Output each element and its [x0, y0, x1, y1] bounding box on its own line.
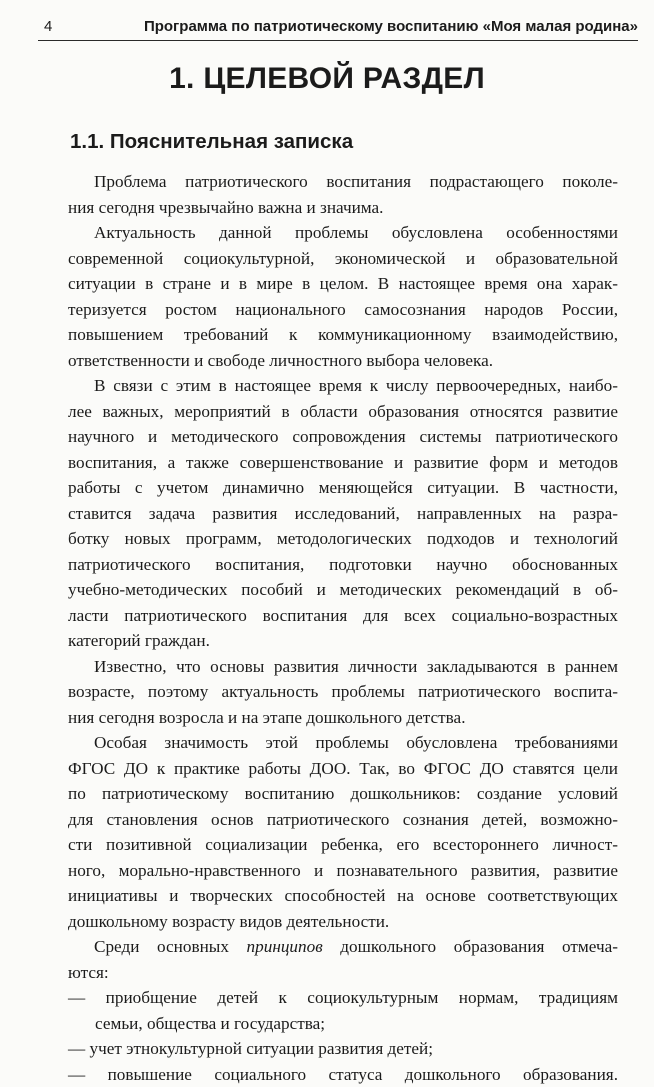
text-line: по патриотическому воспитанию дошкольников: создание условий [68, 781, 618, 807]
text-line: ласти патриотического воспитания для всех социально-возрастных [68, 603, 618, 629]
text-line: теризуется ростом национального самосознания народов России, [68, 297, 618, 323]
text-line: ного, морально-нравственного и познавательного развития, развитие [68, 858, 618, 884]
text-line: патриотического воспитания, подготовки научно обоснованных [68, 552, 618, 578]
text-line: ситуации в стране и в мире в целом. В настоящее время она харак- [68, 271, 618, 297]
section-title: 1.1. Пояснительная записка [70, 130, 353, 154]
text-line: современной социокультурной, экономической и образовательной [68, 246, 618, 272]
text-line: ются: [68, 960, 618, 986]
text-line: ФГОС ДО к практике работы ДОО. Так, во ФГОС ДО ставятся цели [68, 756, 618, 782]
text-line: дошкольному возрасту видов деятельности. [68, 909, 618, 935]
text-line: повышением требований к коммуникационному взаимодействию, [68, 322, 618, 348]
running-title: Программа по патриотическому воспитанию «Моя малая родина» [144, 18, 638, 35]
text-line: Известно, что основы развития личности закладываются в раннем [68, 654, 618, 680]
text-line: Особая значимость этой проблемы обусловлена требованиями [68, 730, 618, 756]
text-line: категорий граждан. [68, 628, 618, 654]
body-text [68, 169, 618, 1087]
chapter-title: 1. ЦЕЛЕВОЙ РАЗДЕЛ [0, 62, 654, 96]
text-line: ставится задача развития исследований, направленных на разра- [68, 501, 618, 527]
text-line: Актуальность данной проблемы обусловлена особенностями [68, 220, 618, 246]
text-line: Проблема патриотического воспитания подрастающего поколе- [68, 169, 618, 195]
text-line [68, 934, 618, 960]
running-header [38, 10, 638, 41]
text-line: лее важных, мероприятий в области образования относятся развитие [68, 399, 618, 425]
text-line: возрасте, поэтому актуальность проблемы патриотического воспита- [68, 679, 618, 705]
text-line: ния сегодня чрезвычайно важна и значима. [68, 195, 618, 221]
text-line: воспитания, а также совершенствование и развитие форм и методов [68, 450, 618, 476]
text-line: работы с учетом динамично меняющейся ситуации. В частности, [68, 475, 618, 501]
text-line: ботку новых программ, методологических подходов и технологий [68, 526, 618, 552]
text-line: для становления основ патриотического сознания детей, возможно- [68, 807, 618, 833]
page-number: 4 [44, 18, 52, 35]
text-line: инициативы и творческих способностей на основе соответствующих [68, 883, 618, 909]
text-line: ответственности и свободе личностного выбора человека. [68, 348, 618, 374]
text-line: — приобщение детей к социокультурным нормам, традициям [68, 985, 618, 1011]
text-line: ния сегодня возросла и на этапе дошкольного детства. [68, 705, 618, 731]
text-line: учебно-методических пособий и методических рекомендаций в об- [68, 577, 618, 603]
text-line: — повышение социального статуса дошкольного образования. [68, 1062, 618, 1087]
text-fragment: дошкольного образования отмеча- [323, 937, 618, 956]
emphasized-term: принципов [247, 937, 323, 956]
text-fragment: Среди основных [94, 937, 247, 956]
text-line: семьи, общества и государства; [68, 1011, 618, 1037]
text-line: сти позитивной социализации ребенка, его всестороннего личност- [68, 832, 618, 858]
text-line: В связи с этим в настоящее время к числу первоочередных, наибо- [68, 373, 618, 399]
text-line: научного и методического сопровождения системы патриотического [68, 424, 618, 450]
text-line: — учет этнокультурной ситуации развития детей; [68, 1036, 618, 1062]
